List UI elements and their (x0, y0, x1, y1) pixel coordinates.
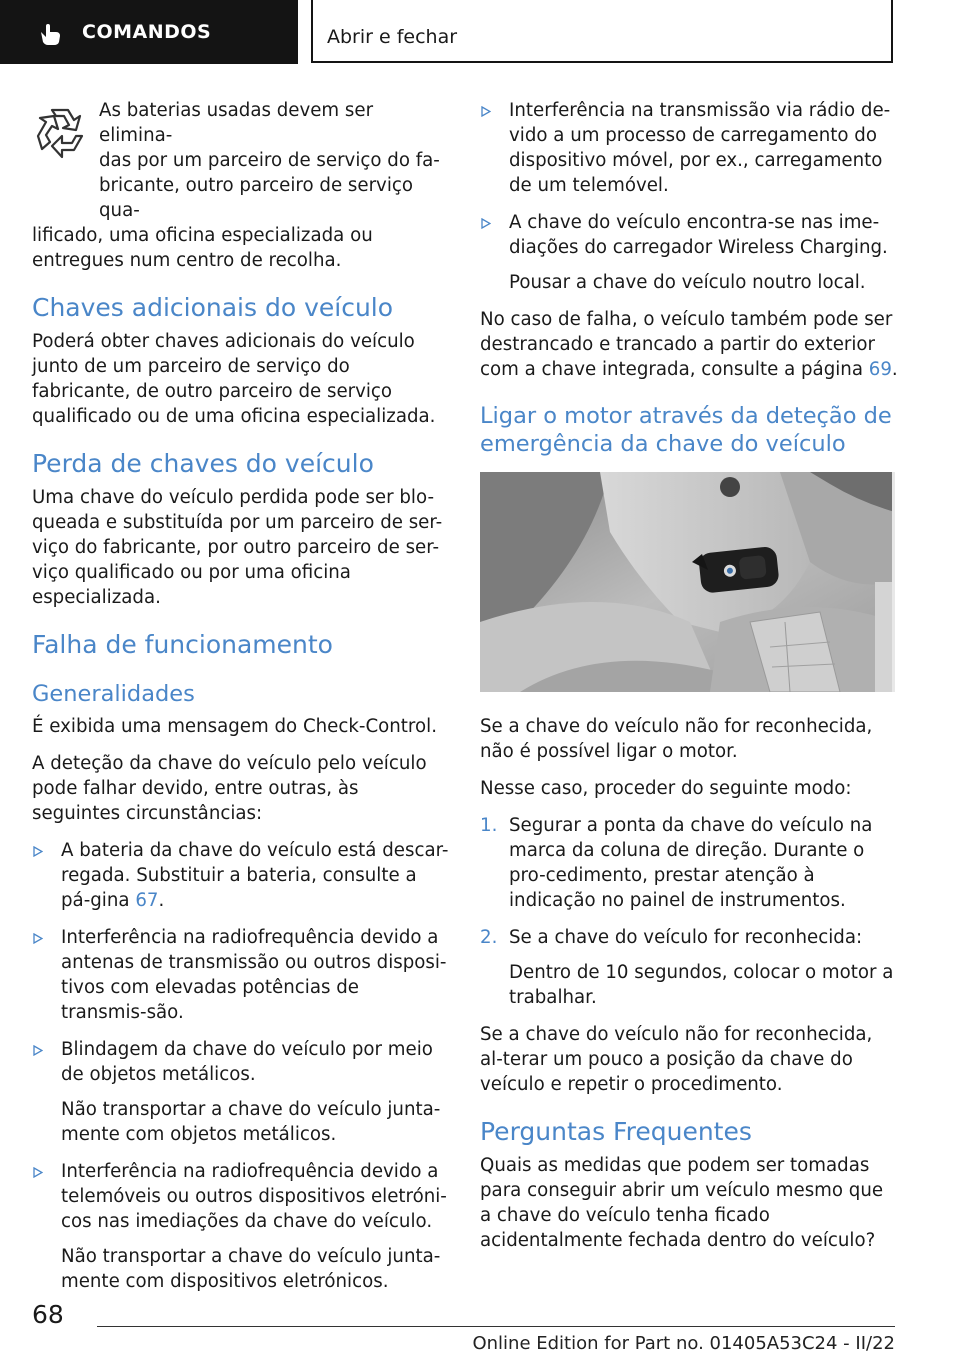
bullet-list (32, 838, 450, 1294)
triangle-bullet-icon (33, 846, 43, 857)
list-item-text: Interferência na radiofrequência devido a telemóveis ou outros dispositivos eletróni-cos nas imediações da chave do veículo. (61, 1161, 447, 1232)
section-tab (0, 0, 298, 64)
steering-column-key-photo (480, 472, 895, 692)
paragraph-lost-keys: Uma chave do veículo perdida pode ser blo-queada e substituída por um parceiro de ser-viço do fabricante, por outro parceiro de ser-viço qualificado ou por uma oficina especializada. (32, 487, 443, 608)
section-title: COMANDOS (82, 21, 212, 43)
list-item-text: Interferência na transmissão via rádio de-vido a um processo de carregamento do dispositivo móvel, por ex., carregamento de um telemóvel. (509, 100, 891, 196)
bullet-list (480, 98, 898, 295)
page-number: 68 (32, 1300, 64, 1329)
list-item (32, 1037, 450, 1147)
paragraph-spare-keys: Poderá obter chaves adicionais do veículo junto de um parceiro de serviço do fabricante, de outro parceiro de serviço qualificado ou de uma oficina especializada. (32, 331, 436, 427)
page-link-69[interactable]: 69 (868, 359, 892, 380)
list-item-subtext: Pousar a chave do veículo noutro local. (509, 272, 866, 293)
chapter-title: Abrir e fechar (327, 26, 458, 48)
steps-list (480, 813, 898, 1010)
step-item (480, 925, 898, 1010)
paragraph-check-control: É exibida uma mensagem do Check-Control. (32, 716, 437, 737)
list-item-text: Blindagem da chave do veículo por meio de objetos metálicos. (61, 1039, 433, 1085)
list-item-subtext: Não transportar a chave do veículo junta-mente com objetos metálicos. (61, 1099, 441, 1145)
paragraph-procedure: Nesse caso, proceder do seguinte modo: (480, 778, 852, 799)
step-number: 2. (480, 927, 498, 948)
paragraph-failure-text: No caso de falha, o veículo também pode ser destrancado e trancado a partir do exterior com a chave integrada, consulte a página (480, 309, 893, 380)
heading-lost-keys: Perda de chaves do veículo (32, 449, 374, 478)
triangle-bullet-icon (33, 933, 43, 944)
list-item-subtext: Não transportar a chave do veículo junta-mente com dispositivos eletrónicos. (61, 1246, 441, 1292)
paragraph-detection: A deteção da chave do veículo pelo veículo pode falhar devido, entre outras, às seguintes circunstâncias: (32, 753, 427, 824)
recycling-rest: lificado, uma oficina especializada ou entregues num centro de recolha. (32, 225, 373, 271)
edition-note: Online Edition for Part no. 01405A53C24 - II/22 (472, 1333, 895, 1354)
list-item (32, 838, 450, 913)
paragraph-failure-end: . (891, 359, 898, 380)
paragraph-not-recognized: Se a chave do veículo não for reconhecida, não é possível ligar o motor. (480, 716, 873, 762)
right-column (480, 98, 898, 1265)
recycling-line: As baterias usadas devem ser elimina- (99, 100, 374, 146)
heading-emergency-start: Ligar o motor através da deteção de emergência da chave do veículo (480, 403, 892, 457)
recycle-icon (32, 102, 88, 160)
heading-malfunction: Falha de funcionamento (32, 630, 333, 659)
paragraph-retry: Se a chave do veículo não for reconhecida, al-terar um pouco a posição da chave do veículo e repetir o procedimento. (480, 1024, 873, 1095)
list-item-end: . (158, 890, 165, 911)
list-item-text: A chave do veículo encontra-se nas ime-diações do carregador Wireless Charging. (509, 212, 888, 258)
heading-general: Generalidades (32, 681, 195, 707)
step-text: Segurar a ponta da chave do veículo na marca da coluna de direção. Durante o pro-cedimento, prestar atenção à indicação no painel de instrumentos. (509, 815, 873, 911)
hand-pointer-icon (36, 18, 64, 46)
paragraph-failure (480, 307, 898, 382)
chapter-box (311, 0, 893, 63)
page-header (0, 0, 960, 66)
list-item-text: Interferência na radiofrequência devido a antenas de transmissão ou outros disposi-tivos com elevadas potências de transmis-são. (61, 927, 447, 1023)
list-item (480, 210, 898, 295)
heading-spare-keys: Chaves adicionais do veículo (32, 293, 394, 322)
step-item (480, 813, 898, 913)
triangle-bullet-icon (481, 106, 491, 117)
list-item (32, 925, 450, 1025)
page-link-67[interactable]: 67 (135, 890, 159, 911)
step-number: 1. (480, 815, 498, 836)
triangle-bullet-icon (481, 218, 491, 229)
recycling-line: das por um parceiro de serviço do fa- (99, 150, 440, 171)
left-column (32, 98, 450, 1306)
recycling-line: bricante, outro parceiro de serviço qua- (99, 175, 413, 221)
recycling-note (32, 98, 450, 273)
heading-faq: Perguntas Frequentes (480, 1117, 752, 1146)
step-subtext: Dentro de 10 segundos, colocar o motor a trabalhar. (509, 962, 894, 1008)
list-item (32, 1159, 450, 1294)
list-item (480, 98, 898, 198)
step-text: Se a chave do veículo for reconhecida: (509, 927, 863, 948)
paragraph-faq: Quais as medidas que podem ser tomadas para conseguir abrir um veículo mesmo que a chave do veículo tenha ficado acidentalmente fechada dentro do veículo? (480, 1155, 884, 1251)
triangle-bullet-icon (33, 1167, 43, 1178)
triangle-bullet-icon (33, 1045, 43, 1056)
list-item-text: A bateria da chave do veículo está descar-regada. Substituir a bateria, consulte a pá-gina (61, 840, 449, 911)
footer-divider (97, 1326, 895, 1327)
